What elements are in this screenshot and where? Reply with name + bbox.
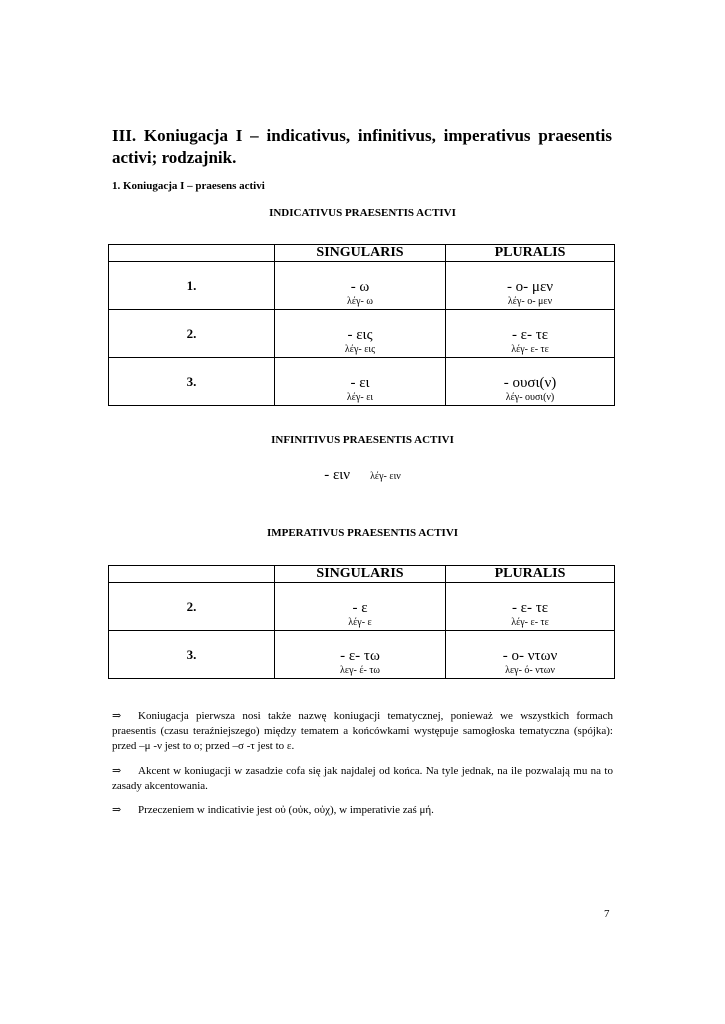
ending-text: - ε <box>352 600 368 616</box>
person-label: 3. <box>109 631 275 679</box>
header-empty-cell <box>109 245 275 262</box>
right-arrow-icon: ⇒ <box>112 804 122 816</box>
ending-text: - ουσι(ν) <box>503 375 557 391</box>
ending-text: - ει <box>350 375 370 391</box>
header-empty-cell <box>109 566 275 583</box>
table-row <box>109 631 615 679</box>
table-row <box>109 310 615 358</box>
imperativus-table <box>108 565 615 679</box>
header-pluralis: PLURALIS <box>446 245 615 262</box>
right-arrow-icon: ⇒ <box>112 710 122 722</box>
example-form: λέγ- ε <box>348 617 372 628</box>
table-row <box>109 262 615 310</box>
example-form: λέγ- ω <box>347 296 373 307</box>
plural-cell <box>446 583 615 631</box>
example-form: λέγ- ε- τε <box>511 344 549 355</box>
singular-cell <box>275 358 446 406</box>
person-label: 2. <box>109 310 275 358</box>
note-thematic-conjugation <box>112 709 613 754</box>
plural-cell <box>446 262 615 310</box>
example-form: λέγ- ουσι(ν) <box>505 392 555 403</box>
ending-text: - ω <box>350 279 370 295</box>
ending-text: - ε- τω <box>340 648 380 664</box>
note-text: Przeczeniem w indicativie jest οὐ (οὐκ, οὐχ), w imperativie zaś μή. <box>138 804 434 816</box>
infinitivus-line <box>0 466 725 484</box>
example-form: λέγ- εις <box>344 344 376 355</box>
example-form: λέγ- ει <box>346 392 374 403</box>
indicativus-table <box>108 244 615 406</box>
header-pluralis: PLURALIS <box>446 566 615 583</box>
page-number: 7 <box>604 908 610 920</box>
indicativus-caption: INDICATIVUS PRAESENTIS ACTIVI <box>269 207 456 219</box>
person-label: 2. <box>109 583 275 631</box>
ending-text: - ε- τε <box>511 600 549 616</box>
infinitivus-caption: INFINITIVUS PRAESENTIS ACTIVI <box>271 434 454 446</box>
singular-cell <box>275 631 446 679</box>
right-arrow-icon: ⇒ <box>112 765 122 777</box>
example-form: λεγ- ό- ντων <box>505 665 555 676</box>
example-form: λέγ- ε- τε <box>511 617 549 628</box>
plural-cell <box>446 358 615 406</box>
ending-text: - ο- μεν <box>506 279 554 295</box>
header-singularis: SINGULARIS <box>275 566 446 583</box>
person-label: 3. <box>109 358 275 406</box>
table-row <box>109 358 615 406</box>
infinitivus-ending: - ειν <box>324 467 351 483</box>
ending-text: - ο- ντων <box>502 648 558 664</box>
plural-cell <box>446 631 615 679</box>
example-form: λεγ- έ- τω <box>340 665 380 676</box>
ending-text: - εις <box>347 327 373 343</box>
imperativus-caption: IMPERATIVUS PRAESENTIS ACTIVI <box>266 527 459 539</box>
section-title: III. Koniugacja I – indicativus, infinitivus, imperativus praesentis activi; rodzajnik. <box>112 126 612 167</box>
subsection-title: 1. Koniugacja I – praesens activi <box>112 180 265 192</box>
ending-text: - ε- τε <box>511 327 549 343</box>
note-negation <box>112 803 613 818</box>
example-form: λέγ- ο- μεν <box>507 296 553 307</box>
table-row <box>109 583 615 631</box>
plural-cell <box>446 310 615 358</box>
singular-cell <box>275 583 446 631</box>
table-header-row <box>109 245 615 262</box>
singular-cell <box>275 310 446 358</box>
note-text: Koniugacja pierwsza nosi także nazwę koniugacji tematycznej, ponieważ we wszystkich formach praesentis (czasu teraźniejszego) między tematem a końcówkami występuje samogłoska tematyczna (spójka): przed –μ -ν jest to ο; przed –σ -τ jest to ε. <box>112 710 613 752</box>
header-singularis: SINGULARIS <box>275 245 446 262</box>
singular-cell <box>275 262 446 310</box>
table-header-row <box>109 566 615 583</box>
infinitivus-example: λέγ- ειν <box>370 471 401 482</box>
note-text: Akcent w koniugacji w zasadzie cofa się jak najdalej od końca. Na tyle jednak, na ile pozwalają mu na to zasady akcentowania. <box>112 765 613 792</box>
person-label: 1. <box>109 262 275 310</box>
note-accent <box>112 764 613 794</box>
